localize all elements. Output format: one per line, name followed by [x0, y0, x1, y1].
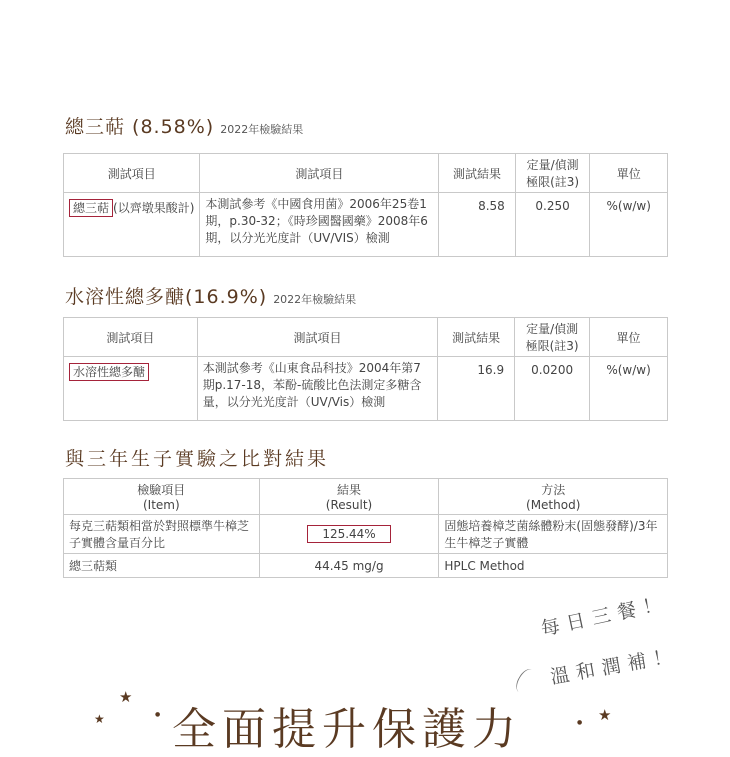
star-icon: ●: [155, 711, 161, 718]
header-limit: [515, 318, 590, 357]
section1-title-text: 總三萜 (8.58%): [65, 116, 215, 138]
table-row: [64, 193, 668, 257]
header-limit-line2: 極限(註3): [525, 339, 579, 353]
header-item-line1: 檢驗項目: [137, 483, 186, 497]
cell-result: 16.9: [438, 357, 515, 421]
header-item: [64, 479, 260, 515]
header-method-line2: (Method): [526, 498, 581, 512]
star-icon: ★: [119, 688, 133, 706]
comparison-table: [63, 478, 668, 578]
header-unit: 單位: [590, 318, 668, 357]
cell-result: [259, 515, 439, 554]
table-header-row: [64, 479, 668, 515]
star-icon: ●: [577, 719, 583, 726]
boxed-item-label: 水溶性總多醣: [69, 363, 149, 381]
cell-limit: 0.250: [515, 193, 590, 257]
header-method-line1: 方法: [541, 483, 566, 497]
header-result-line2: (Result): [325, 498, 373, 512]
header-limit-line1: 定量/偵測: [526, 158, 579, 172]
table-row: [64, 357, 668, 421]
item-label-rest: (以齊墩果酸計): [113, 201, 195, 215]
cell-limit: 0.0200: [515, 357, 590, 421]
header-limit: [515, 154, 590, 193]
section1-subtitle: 2022年檢驗結果: [220, 123, 304, 136]
section2-subtitle: 2022年檢驗結果: [273, 293, 357, 306]
header-method: 測試項目: [200, 154, 439, 193]
cell-result: 8.58: [439, 193, 516, 257]
star-icon: ★: [94, 712, 105, 726]
boxed-item-label: 總三萜: [69, 199, 113, 217]
header-item: 測試項目: [64, 318, 198, 357]
swoosh-mark: [513, 666, 539, 696]
cell-method: HPLC Method: [439, 554, 668, 578]
section3-title-text: 與三年生子實驗之比對結果: [65, 448, 330, 470]
cell-method: 本測試參考《中國食用菌》2006年25卷1期，p.30-32；《時珍國醫國藥》2008年6期，以分光光度計（UV/VIS）檢測: [200, 193, 439, 257]
boxed-result: 125.44%: [307, 525, 390, 543]
cell-item: 總三萜類: [64, 554, 260, 578]
cell-unit: %(w/w): [590, 193, 668, 257]
cell-unit: %(w/w): [590, 357, 668, 421]
table-header-row: [64, 154, 668, 193]
table-row: [64, 515, 668, 554]
header-result: [259, 479, 439, 515]
header-method: [439, 479, 668, 515]
polysaccharide-table: [63, 317, 668, 421]
table-row: [64, 554, 668, 578]
section2-title-text: 水溶性總多醣(16.9%): [65, 286, 268, 308]
star-icon: ★: [598, 706, 612, 724]
header-result-line1: 結果: [337, 483, 362, 497]
bottom-headline: 全面提升保護力: [172, 704, 522, 755]
header-unit: 單位: [590, 154, 668, 193]
header-result: 測試結果: [438, 318, 515, 357]
handwriting-line2: 溫和潤補！: [548, 644, 681, 689]
header-result: 測試結果: [439, 154, 516, 193]
cell-method: 本測試參考《山東食品科技》2004年第7期p.17-18，苯酚-硫酸比色法測定多糖含量，以分光光度計（UV/Vis）檢測: [197, 357, 438, 421]
cell-result: 44.45 mg/g: [259, 554, 439, 578]
header-limit-line2: 極限(註3): [526, 175, 580, 189]
header-limit-line1: 定量/偵測: [526, 322, 579, 336]
header-method: 測試項目: [197, 318, 438, 357]
header-item-line2: (Item): [142, 498, 180, 512]
section3-title: [65, 444, 329, 471]
cell-item: [64, 357, 198, 421]
cell-method: 固態培養樟芝菌絲體粉末(固態發酵)/3年生牛樟芝子實體: [439, 515, 668, 554]
triterpene-table: [63, 153, 668, 257]
cell-item: [64, 193, 200, 257]
header-item: 測試項目: [64, 154, 200, 193]
section2-title: [65, 282, 356, 309]
cell-item: 每克三萜類相當於對照標準牛樟芝子實體含量百分比: [64, 515, 260, 554]
handwriting-line1: 每日三餐！: [538, 591, 671, 641]
section1-title: [65, 112, 303, 139]
table-header-row: [64, 318, 668, 357]
